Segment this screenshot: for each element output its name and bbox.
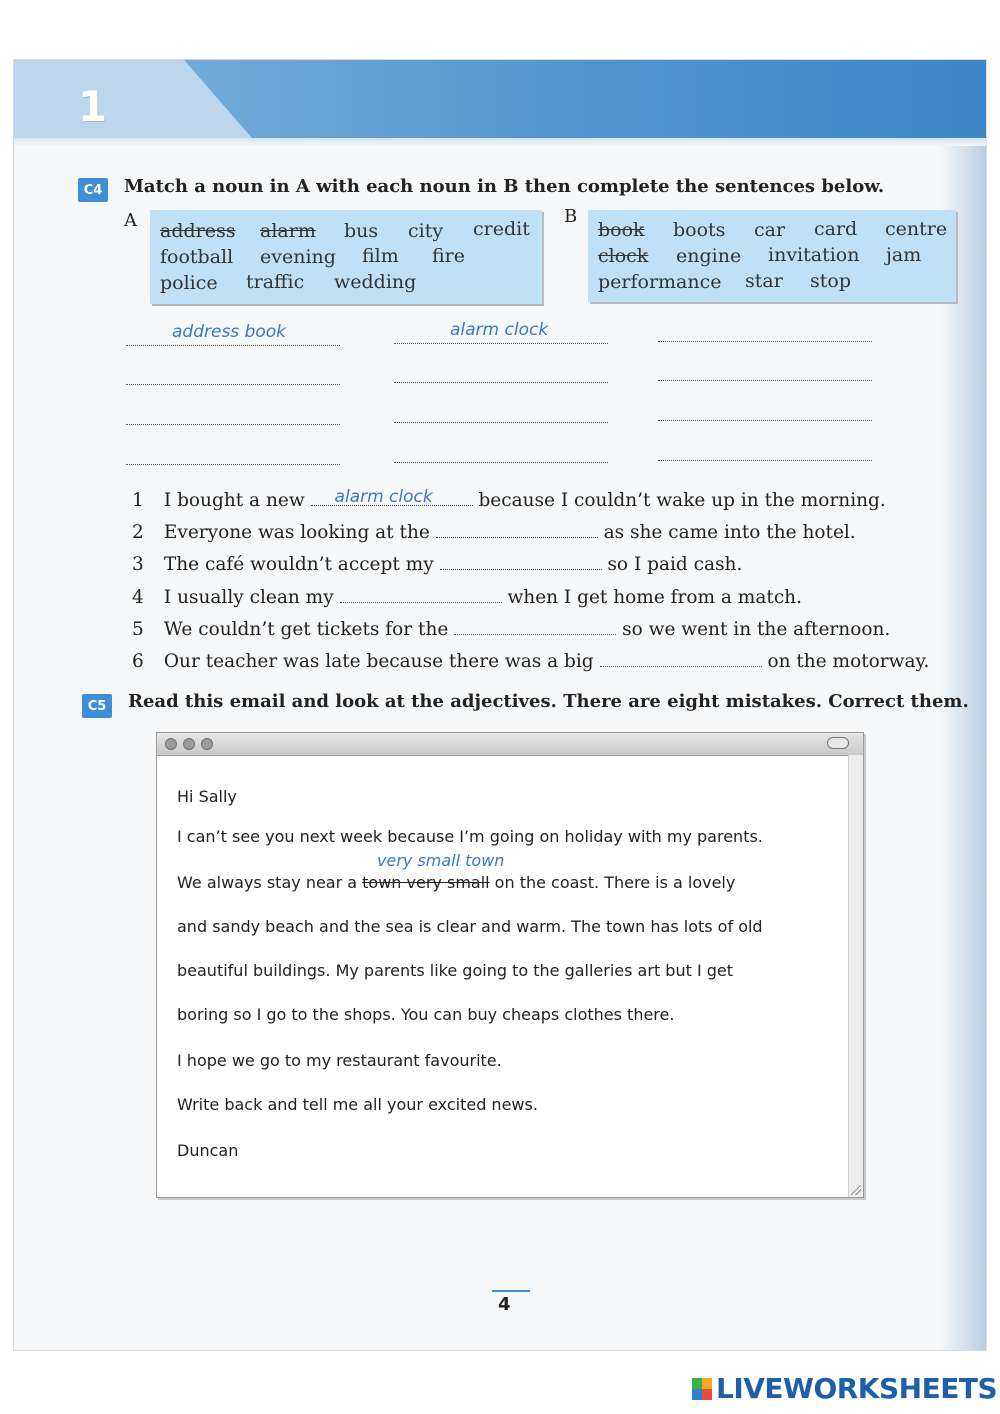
word-b-9: jam (886, 244, 922, 266)
sentence-after: on the motorway. (767, 651, 930, 672)
email-line-5: boring so I go to the shops. You can buy cheaps clothes there. (177, 1005, 675, 1024)
sentence-before: Our teacher was late because there was a big (163, 651, 594, 672)
word-box-b (588, 210, 956, 302)
exercise-badge-c4: C4 (78, 178, 108, 202)
exercise-c4-instruction: Match a noun in A with each noun in B then complete the sentences below. (124, 176, 885, 197)
word-a-1: address (160, 220, 236, 242)
email-scrollbar[interactable] (848, 755, 863, 1197)
sentence-before: I usually clean my (163, 587, 334, 608)
sentence-number: 4 (132, 587, 144, 608)
email-signoff: Duncan (177, 1141, 239, 1160)
sentence-number: 3 (132, 554, 144, 575)
sentence-before: I bought a new (163, 490, 305, 511)
sentence-1 (132, 487, 886, 511)
email-line-4: beautiful buildings. My parents like going to the galleries art but I get (177, 961, 734, 980)
page-number: 4 (498, 1294, 511, 1315)
sentence-3 (132, 554, 742, 575)
word-b-2: boots (673, 219, 726, 241)
exercise-badge-c5: C5 (82, 694, 112, 718)
answer-line-2[interactable] (394, 343, 608, 344)
word-b-4: card (814, 218, 858, 240)
email-line-1: I can’t see you next week because I’m going on holiday with my parents. (177, 827, 763, 846)
sentence-blank[interactable] (440, 555, 602, 570)
box-b-label: B (564, 206, 578, 227)
sentence-number: 1 (132, 490, 144, 511)
answer-line-4[interactable] (126, 384, 340, 385)
sentence-4 (132, 587, 802, 608)
word-b-10: performance (598, 271, 722, 293)
word-b-11: star (745, 270, 783, 292)
email-line-2 (177, 873, 735, 892)
email-line-3: and sandy beach and the sea is clear and warm. The town has lots of old (177, 917, 763, 936)
answer-line-7[interactable] (126, 424, 340, 425)
word-a-3: bus (344, 220, 379, 242)
sentence-after: so we went in the afternoon. (622, 619, 891, 640)
word-a-8: film (362, 245, 399, 267)
answer-line-10[interactable] (126, 464, 340, 465)
page-number-bar (492, 1290, 530, 1292)
email-window (156, 732, 864, 1198)
email-line-2-after: on the coast. There is a lovely (489, 873, 736, 892)
answer-text-1: address book (172, 322, 287, 342)
liveworksheets-logo-icon (692, 1378, 712, 1400)
word-b-7: engine (676, 245, 742, 267)
word-a-11: traffic (246, 271, 305, 293)
sentence-before: We couldn’t get tickets for the (163, 619, 449, 640)
word-b-5: centre (885, 218, 948, 240)
answer-line-11[interactable] (394, 462, 608, 463)
answer-line-1[interactable] (126, 345, 340, 346)
sentence-blank[interactable] (311, 487, 473, 507)
answer-line-3[interactable] (658, 341, 872, 342)
word-a-5: credit (473, 218, 530, 240)
email-line-7: Write back and tell me all your excited news. (177, 1095, 538, 1114)
word-a-2: alarm (260, 220, 316, 242)
zoom-window-icon[interactable] (201, 738, 213, 750)
answer-line-6[interactable] (658, 380, 872, 381)
email-correction: very small town (377, 851, 505, 870)
word-b-8: invitation (768, 244, 860, 266)
answer-line-5[interactable] (394, 382, 608, 383)
sentence-after: when I get home from a match. (507, 587, 802, 608)
answer-line-8[interactable] (394, 422, 608, 423)
word-a-4: city (408, 220, 444, 242)
liveworksheets-brand[interactable] (692, 1372, 997, 1405)
resize-grip-icon[interactable] (851, 1185, 861, 1195)
sentence-blank[interactable] (454, 620, 616, 635)
sentence-after: so I paid cash. (607, 554, 743, 575)
word-a-9: fire (432, 245, 465, 267)
close-window-icon[interactable] (165, 738, 177, 750)
box-a-label: A (124, 210, 137, 231)
header-divider (14, 138, 986, 146)
word-a-10: police (160, 272, 218, 294)
word-b-6: clock (598, 245, 649, 267)
word-b-3: car (754, 219, 786, 241)
answer-line-12[interactable] (658, 460, 872, 461)
sentence-number: 6 (132, 651, 144, 672)
exercise-c5-instruction: Read this email and look at the adjectives. There are eight mistakes. Correct them. (128, 691, 969, 712)
word-b-12: stop (810, 270, 851, 292)
answer-text-2: alarm clock (450, 320, 549, 340)
unit-number: 1 (78, 82, 108, 131)
email-line-6: I hope we go to my restaurant favourite. (177, 1051, 502, 1070)
sentence-number: 2 (132, 522, 144, 543)
email-line-2-struck: town very small (362, 873, 490, 892)
sentence-5 (132, 619, 890, 640)
word-a-7: evening (260, 246, 336, 268)
word-b-1: book (598, 219, 645, 241)
minimize-window-icon[interactable] (183, 738, 195, 750)
sentence-after: as she came into the hotel. (603, 522, 856, 543)
sentence-number: 5 (132, 619, 144, 640)
answer-line-9[interactable] (658, 420, 872, 421)
word-box-a (150, 210, 542, 304)
sentence-2 (132, 522, 856, 543)
sentence-answer: alarm clock (334, 487, 433, 507)
sentence-before: Everyone was looking at the (163, 522, 430, 543)
sentence-blank[interactable] (340, 588, 502, 603)
email-window-titlebar (157, 733, 863, 756)
sentence-blank[interactable] (600, 652, 762, 667)
email-greeting: Hi Sally (177, 787, 237, 806)
word-a-12: wedding (334, 271, 417, 293)
sentence-after: because I couldn’t wake up in the morning. (478, 490, 886, 511)
sentence-6 (132, 651, 929, 672)
word-a-6: football (160, 246, 234, 268)
sentence-before: The café wouldn’t accept my (163, 554, 434, 575)
toolbar-toggle-icon[interactable] (827, 737, 849, 749)
sentence-blank[interactable] (436, 523, 598, 538)
brand-name: LIVEWORKSHEETS (716, 1372, 998, 1405)
email-line-2-before: We always stay near a (177, 873, 363, 892)
